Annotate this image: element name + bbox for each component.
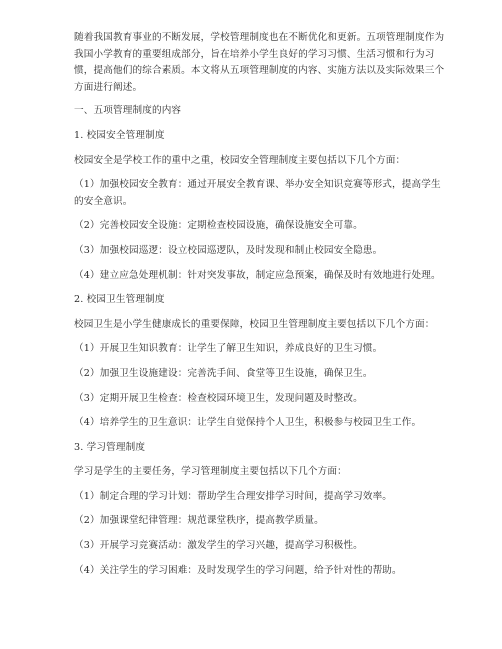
hygiene-lead: 校园卫生是小学生健康成长的重要保障，校园卫生管理制度主要包括以下几个方面： xyxy=(74,318,435,330)
intro-paragraph: 随着我国教育事业的不断发展，学校管理制度也在不断优化和更新。五项管理制度作为我国小学教育的重要组成部分，旨在培养小学生良好的学习习惯、生活习惯和行为习惯，提高他们的综合素质。本文将从五项管理制度的内容、实施方法以及实际效果三个方面进行阐述。 xyxy=(74,32,445,93)
hygiene-heading: 2. 校园卫生管理制度 xyxy=(74,294,165,306)
study-lead: 学习是学生的主要任务，学习管理制度主要包括以下几个方面： xyxy=(74,466,347,478)
study-item-1: （1）制定合理的学习计划：帮助学生合理安排学习时间，提高学习效率。 xyxy=(74,490,393,502)
safety-item-4: （4）建立应急处理机制：针对突发事故，制定应急预案，确保及时有效地进行处理。 xyxy=(74,269,441,281)
safety-item-3: （3）加强校园巡逻：设立校园巡逻队，及时发现和制止校园安全隐患。 xyxy=(74,244,383,256)
safety-item-2: （2）完善校园安全设施：定期检查校园设施，确保设施安全可靠。 xyxy=(74,220,363,232)
hygiene-item-2: （2）加强卫生设施建设：完善洗手间、食堂等卫生设施，确保卫生。 xyxy=(74,367,373,379)
study-item-3: （3）开展学习竞赛活动：激发学生的学习兴趣，提高学习积极性。 xyxy=(74,540,363,552)
hygiene-item-3: （3）定期开展卫生检查：检查校园环境卫生，发现问题及时整改。 xyxy=(74,392,363,404)
section-heading: 一、五项管理制度的内容 xyxy=(74,105,182,117)
study-item-4: （4）关注学生的学习困难：及时发现学生的学习问题，给予针对性的帮助。 xyxy=(74,564,402,576)
hygiene-item-4: （4）培养学生的卫生意识：让学生自觉保持个人卫生，积极参与校园卫生工作。 xyxy=(74,417,422,429)
hygiene-item-1: （1）开展卫生知识教育：让学生了解卫生知识，养成良好的卫生习惯。 xyxy=(74,343,383,355)
safety-heading: 1. 校园安全管理制度 xyxy=(74,129,165,141)
safety-item-1: （1）加强校园安全教育：通过开展安全教育课、举办安全知识竞赛等形式，提高学生的安全意识。 xyxy=(74,179,441,207)
document-page xyxy=(74,30,446,587)
study-item-2: （2）加强课堂纪律管理：规范课堂秩序，提高教学质量。 xyxy=(74,515,324,527)
safety-lead: 校园安全是学校工作的重中之重，校园安全管理制度主要包括以下几个方面： xyxy=(74,154,406,166)
study-heading: 3. 学习管理制度 xyxy=(74,441,146,453)
